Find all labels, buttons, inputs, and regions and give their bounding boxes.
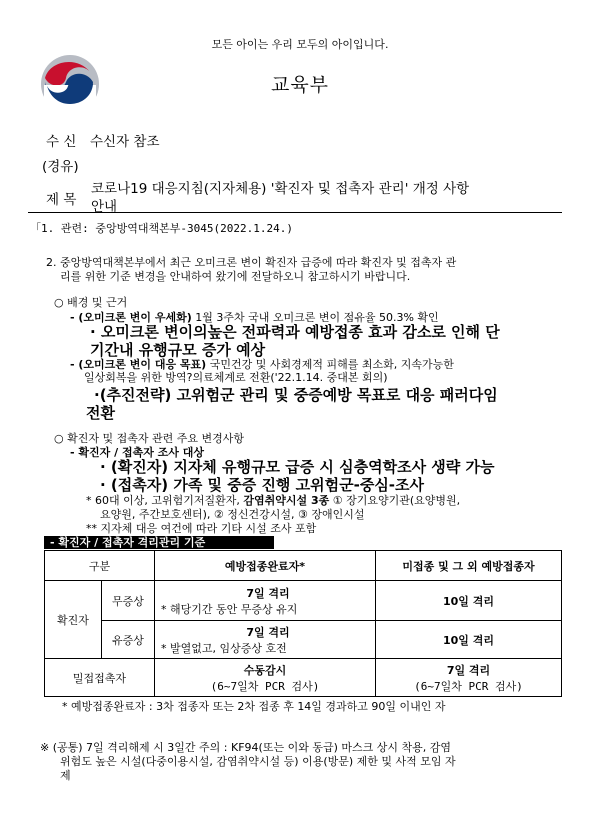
background-heading: ○ 배경 및 근거 (54, 296, 128, 309)
footer-note-line-2: 위험도 높은 시설(다중이용시설, 감염취약시설 등) 이용(방문) 제한 및 사적 모임 자 (60, 755, 456, 768)
table-footnote: * 예방접종완료자 : 3차 접종자 또는 2차 접종 후 14일 경과하고 90일 이내인 자 (62, 700, 446, 713)
changes-heading: ○ 확진자 및 접촉자 관련 주요 변경사항 (54, 432, 244, 445)
cell-asym-vaccinated (155, 581, 376, 621)
cell-sym-vaccinated-main: 7일 격리 (246, 625, 290, 639)
row-label-confirmed: 확진자 (45, 581, 102, 659)
cell-sym-vaccinated-note: * 발열없고, 임상증상 호전 (161, 641, 287, 655)
changes-subheading-2: - 확진자 / 접촉자 격리관리 기준 (44, 536, 274, 549)
background-emphasis-2-line-2: 전환 (86, 404, 115, 422)
footer-note-line-3: 제 (60, 769, 71, 782)
row-label-close-contact: 밀접접촉자 (45, 659, 155, 697)
motto: 모든 아이는 우리 모두의 아이입니다. (211, 38, 389, 51)
cell-close-vaccinated (155, 659, 376, 697)
recipient-value: 수신자 참조 (90, 134, 160, 150)
background-item-2 (70, 358, 454, 372)
paragraph-2-line-1: 2. 중앙방역대책본부에서 최근 오미크론 변이 확진자 급증에 따라 확진자 및 접촉자 관 (46, 256, 457, 269)
background-item-1-text: 1월 3주차 국내 오미크론 변이 점유율 50.3% 확인 (191, 311, 439, 324)
background-emphasis-1-line-1: · 오미크론 변이의높은 전파력과 예방접종 효과 감소로 인해 단 (90, 323, 500, 341)
changes-subheading-1: - 확진자 / 접촉자 조사 대상 (70, 446, 204, 459)
cell-close-unvaccinated-note: (6~7일차 PCR 검사) (414, 679, 523, 693)
background-item-1-title: - (오미크론 변이 우세화) (70, 311, 192, 324)
cell-asym-vaccinated-main: 7일 격리 (246, 586, 290, 600)
footnote-1-text-b: 감염취약시설 3종 (243, 494, 330, 507)
subject-line-1: 코로나19 대응지침(지자체용) '확진자 및 접촉자 관리' 개정 사항 (91, 181, 470, 197)
footnote-1-text-a: * 60대 이상, 고위험기저질환자, (86, 494, 244, 507)
table-header-vaccinated: 예방접종완료자* (155, 551, 376, 581)
cell-asym-unvaccinated: 10일 격리 (376, 581, 562, 621)
cell-sym-unvaccinated: 10일 격리 (376, 621, 562, 659)
row-label-symptomatic: 유증상 (102, 621, 155, 659)
changes-emphasis-2: · (접촉자) 가족 및 중증 진행 고위험군-중심-조사 (100, 476, 425, 494)
recipient-label: 수 신 (46, 134, 77, 150)
cell-close-unvaccinated (376, 659, 562, 697)
footnote-1-text-c: ① 장기요양기관(요양병원, (329, 494, 461, 507)
background-item-2-line-2: 일상회복을 위한 방역?의료체계로 전환('22.1.14. 중대본 회의) (84, 371, 388, 384)
footnote-1-line-1 (86, 494, 460, 508)
footnote-2: ** 지자체 대응 여건에 따라 기타 시설 조사 포함 (86, 522, 317, 535)
header-divider (28, 212, 562, 213)
cell-close-vaccinated-main: 수동감시 (243, 663, 287, 677)
reference-line: 「1. 관련: 중앙방역대책본부-3045(2022.1.24.) (30, 222, 293, 235)
background-emphasis-1-line-2: 기간내 유행규모 증가 예상 (90, 341, 266, 359)
cell-close-unvaccinated-main: 7일 격리 (446, 663, 491, 677)
paragraph-2-line-2: 리를 위한 기준 변경을 안내하여 왔기에 전달하오니 참고하시기 바랍니다. (60, 270, 411, 283)
table-header-category: 구분 (45, 551, 155, 581)
background-emphasis-2-line-1: ·(추진전략) 고위험군 관리 및 중증예방 목표로 대응 패러다임 (94, 386, 498, 404)
subject-label: 제 목 (46, 192, 77, 208)
background-item-2-text: 국민건강 및 사회경제적 피해를 최소화, 지속가능한 (206, 358, 454, 371)
background-item-2-title: - (오미크론 변이 대응 목표) (70, 358, 207, 371)
via-label: (경유) (42, 159, 79, 175)
footnote-1-line-2: 요양원, 주간보호센터), ② 정신건강시설, ③ 장애인시설 (100, 508, 365, 521)
isolation-table (44, 550, 562, 697)
table-header-unvaccinated: 미접종 및 그 외 예방접종자 (376, 551, 562, 581)
footer-note-line-1: ※ (공통) 7일 격리해제 시 3일간 주의 : KF94(또는 이와 동급) 마스크 상시 착용, 감염 (40, 741, 451, 754)
cell-close-vaccinated-note: (6~7일차 PCR 검사) (210, 679, 320, 693)
row-label-asymptomatic: 무증상 (102, 581, 155, 621)
subject-line-2: 안내 (91, 199, 118, 215)
organization-name: 교육부 (270, 74, 330, 96)
cell-asym-vaccinated-note: * 해당기간 동안 무증상 유지 (161, 602, 298, 616)
changes-emphasis-1: · (확진자) 지자체 유행규모 급증 시 심층역학조사 생략 가능 (100, 458, 495, 476)
cell-sym-vaccinated (155, 621, 376, 659)
